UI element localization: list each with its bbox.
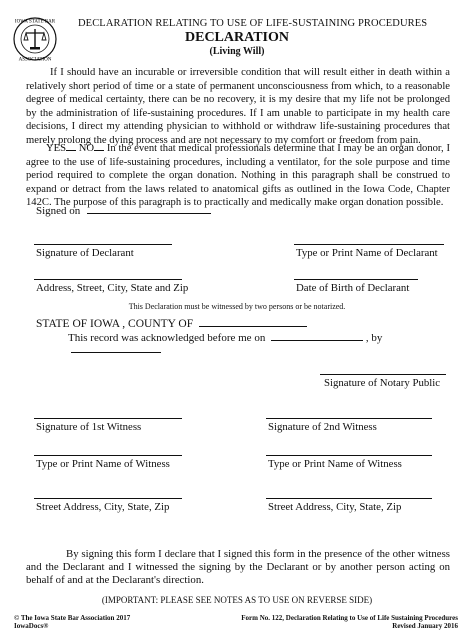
notary-signature-line[interactable]: [320, 374, 446, 375]
declarant-dob-label: Date of Birth of Declarant: [296, 282, 410, 294]
witness-declaration-paragraph: By signing this form I declare that I signed this form in the presence of the other witness and the Declarant and I witnessed the signing by the Declarant or by another person acting on behalf of and at the Declarant's direction.: [26, 548, 450, 586]
acknowledgment-label: This record was acknowledged before me on: [68, 332, 266, 344]
revised-date-text: Revised January 2016: [392, 622, 458, 630]
declarant-dob-line[interactable]: [294, 279, 418, 280]
witness2-address-line[interactable]: [266, 498, 432, 499]
acknowledgment-by-label: , by: [365, 332, 383, 344]
signed-on-field[interactable]: [87, 213, 211, 214]
signed-on-row: [36, 205, 211, 217]
declarant-print-name-line[interactable]: [294, 244, 444, 245]
witness1-print-name-line[interactable]: [34, 455, 182, 456]
witness2-print-name-line[interactable]: [266, 455, 432, 456]
state-county-label: STATE OF IOWA , COUNTY OF: [36, 318, 194, 330]
yes-blank[interactable]: [66, 150, 76, 151]
declarant-signature-line[interactable]: [34, 244, 172, 245]
yes-label: YES: [46, 143, 67, 154]
witness2-signature-label: Signature of 2nd Witness: [268, 421, 377, 433]
no-blank[interactable]: [94, 150, 104, 151]
witness2-signature-line[interactable]: [266, 418, 432, 419]
declaration-paragraph: If I should have an incurable or irreversible condition that will result either in death within a relatively short period of time or a state of permanent unconsciousness from which, to a reasonable degree of medical certainty, there can be no recovery, it is my desire that my life not be prolonged by the administration of life-sustaining procedures. If I am unable to participate in my health care decisions, I direct my attending physician to withhold or withdraw life-sustaining procedures that merely prolong the dying process and are not necessary to my comfort or freedom from pain.: [26, 67, 450, 146]
notary-signature-label: Signature of Notary Public: [324, 377, 441, 389]
important-note: (IMPORTANT: PLEASE SEE NOTES AS TO USE ON REVERSE SIDE): [101, 595, 373, 605]
witness2-address-label: Street Address, City, State, Zip: [268, 501, 402, 513]
witness2-print-name-label: Type or Print Name of Witness: [268, 458, 402, 470]
document-subtitle-living-will: (Living Will): [209, 46, 265, 57]
witness-requirement-note: This Declaration must be witnessed by two persons or be notarized.: [128, 302, 346, 311]
acknowledgment-by-field[interactable]: [71, 352, 161, 353]
state-county-row: [36, 318, 307, 330]
witness1-print-name-label: Type or Print Name of Witness: [36, 458, 170, 470]
signed-on-label: Signed on: [36, 205, 81, 217]
declarant-signature-label: Signature of Declarant: [36, 247, 134, 259]
organ-donor-text: In the event that medical professionals determine that I may be an organ donor, I agree to the use of life-sustaining procedures, including a ventilator, for the sole purpose and time period required to complete the organ donation. Nothing in this paragraph shall be construed to expand or detract from the laws related to anatomical gifts as outlined in the Iowa Code, Chapter 142C. The purpose of this paragraph is to practically and medically make organ donation possible.: [26, 143, 450, 209]
svg-text:IOWA STATE BAR: IOWA STATE BAR: [14, 19, 56, 25]
document-subtitle: DECLARATION: [185, 30, 289, 45]
no-label: NO: [78, 143, 95, 154]
witness1-signature-label: Signature of 1st Witness: [36, 421, 142, 433]
declarant-address-line[interactable]: [34, 279, 182, 280]
witness1-address-label: Street Address, City, State, Zip: [36, 501, 170, 513]
witness1-signature-line[interactable]: [34, 418, 182, 419]
copyright-text: © The Iowa State Bar Association 2017: [14, 614, 131, 622]
declarant-address-label: Address, Street, City, State and Zip: [36, 282, 189, 294]
witness1-address-line[interactable]: [34, 498, 182, 499]
organ-donor-paragraph: [26, 142, 450, 210]
svg-text:ASSOCIATION: ASSOCIATION: [18, 57, 52, 63]
form-number-text: Form No. 122, Declaration Relating to Use of Life Sustaining Procedures: [241, 614, 458, 622]
document-title: DECLARATION RELATING TO USE OF LIFE-SUSTAINING PROCEDURES: [78, 18, 428, 29]
footer-left: [14, 614, 130, 630]
acknowledgment-row: [68, 332, 474, 356]
declarant-print-name-label: Type or Print Name of Declarant: [296, 247, 438, 259]
iowadocs-text: IowaDocs®: [14, 622, 49, 630]
county-field[interactable]: [199, 326, 307, 327]
footer-right: [241, 614, 458, 630]
acknowledgment-date-field[interactable]: [271, 340, 363, 341]
